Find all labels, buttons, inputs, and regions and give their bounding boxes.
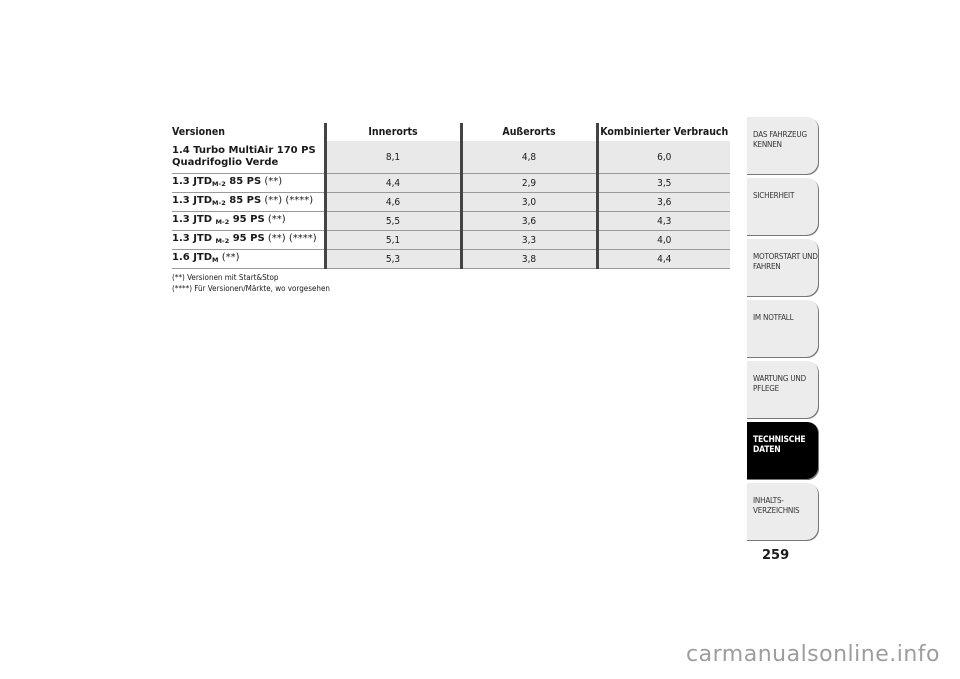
chapter-tab[interactable]: DAS FAHRZEUG KENNEN xyxy=(747,117,819,175)
table-body xyxy=(172,141,730,269)
version-subscript: M-2 xyxy=(215,237,230,245)
value-innerorts: 4,6 xyxy=(325,193,461,212)
table-row xyxy=(172,141,730,174)
value-kombiniert: 4,4 xyxy=(597,250,730,269)
footnote-markets: (****) Für Versionen/Märkte, wo vorgesehen xyxy=(172,284,330,293)
version-cell xyxy=(172,231,325,250)
version-subscript: M-2 xyxy=(215,218,230,226)
value-kombiniert: 3,6 xyxy=(597,193,730,212)
chapter-tab[interactable]: SICHERHEIT xyxy=(747,178,819,236)
footnotes xyxy=(172,272,730,294)
version-footnote-ref: (**) (****) xyxy=(264,233,317,244)
value-innerorts: 5,3 xyxy=(325,250,461,269)
value-innerorts: 5,5 xyxy=(325,212,461,231)
version-name: 1.3 JTD xyxy=(172,176,213,187)
value-ausserorts: 3,6 xyxy=(461,212,597,231)
table-row xyxy=(172,174,730,193)
version-cell xyxy=(172,141,325,174)
version-footnote-ref: (**) xyxy=(261,176,283,187)
value-ausserorts: 3,3 xyxy=(461,231,597,250)
value-kombiniert: 6,0 xyxy=(597,141,730,174)
watermark: carmanualsonline.info xyxy=(686,642,940,667)
value-innerorts: 5,1 xyxy=(325,231,461,250)
version-footnote-ref: (**) xyxy=(218,252,240,263)
value-kombiniert: 4,0 xyxy=(597,231,730,250)
header-kombiniert: Kombinierter Verbrauch xyxy=(597,123,730,141)
version-cell xyxy=(172,212,325,231)
table-row xyxy=(172,212,730,231)
version-power: 85 PS xyxy=(225,195,262,206)
version-power: 85 PS xyxy=(225,176,262,187)
consumption-table-container xyxy=(172,123,730,294)
version-name: 1.6 JTD xyxy=(172,252,213,263)
footnote-start-stop: (**) Versionen mit Start&Stop xyxy=(172,273,279,282)
value-ausserorts: 3,8 xyxy=(461,250,597,269)
header-innerorts: Innerorts xyxy=(325,123,461,141)
value-ausserorts: 4,8 xyxy=(461,141,597,174)
version-cell xyxy=(172,193,325,212)
chapter-tabs xyxy=(747,117,819,544)
value-ausserorts: 2,9 xyxy=(461,174,597,193)
table-header-row xyxy=(172,123,730,141)
value-innerorts: 8,1 xyxy=(325,141,461,174)
value-kombiniert: 4,3 xyxy=(597,212,730,231)
header-ausserorts: Außerorts xyxy=(461,123,597,141)
version-footnote-ref: (**) (****) xyxy=(261,195,314,206)
value-innerorts: 4,4 xyxy=(325,174,461,193)
page-number: 259 xyxy=(762,548,790,563)
chapter-tab[interactable]: INHALTS-VERZEICHNIS xyxy=(747,483,819,541)
version-name: 1.3 JTD xyxy=(172,233,216,244)
chapter-tab[interactable]: MOTORSTART UND FAHREN xyxy=(747,239,819,297)
chapter-tab[interactable]: WARTUNG UND PFLEGE xyxy=(747,361,819,419)
version-footnote-ref: (**) xyxy=(264,214,286,225)
version-power: 95 PS xyxy=(229,233,265,244)
version-subscript: M-2 xyxy=(212,180,226,188)
version-subscript: M xyxy=(212,256,219,264)
table-row xyxy=(172,231,730,250)
header-versionen: Versionen xyxy=(172,123,325,141)
version-power: 95 PS xyxy=(229,214,265,225)
version-cell xyxy=(172,174,325,193)
version-name: 1.3 JTD xyxy=(172,214,216,225)
version-name-line2: Quadrifoglio Verde xyxy=(172,157,279,168)
chapter-tab[interactable]: TECHNISCHE DATEN xyxy=(747,422,819,480)
fuel-consumption-table xyxy=(172,123,730,269)
version-cell xyxy=(172,250,325,269)
value-ausserorts: 3,0 xyxy=(461,193,597,212)
version-name: 1.4 Turbo MultiAir 170 PS xyxy=(172,145,316,156)
version-name: 1.3 JTD xyxy=(172,195,213,206)
version-subscript: M-2 xyxy=(212,199,226,207)
value-kombiniert: 3,5 xyxy=(597,174,730,193)
table-row xyxy=(172,193,730,212)
table-row xyxy=(172,250,730,269)
chapter-tab[interactable]: IM NOTFALL xyxy=(747,300,819,358)
